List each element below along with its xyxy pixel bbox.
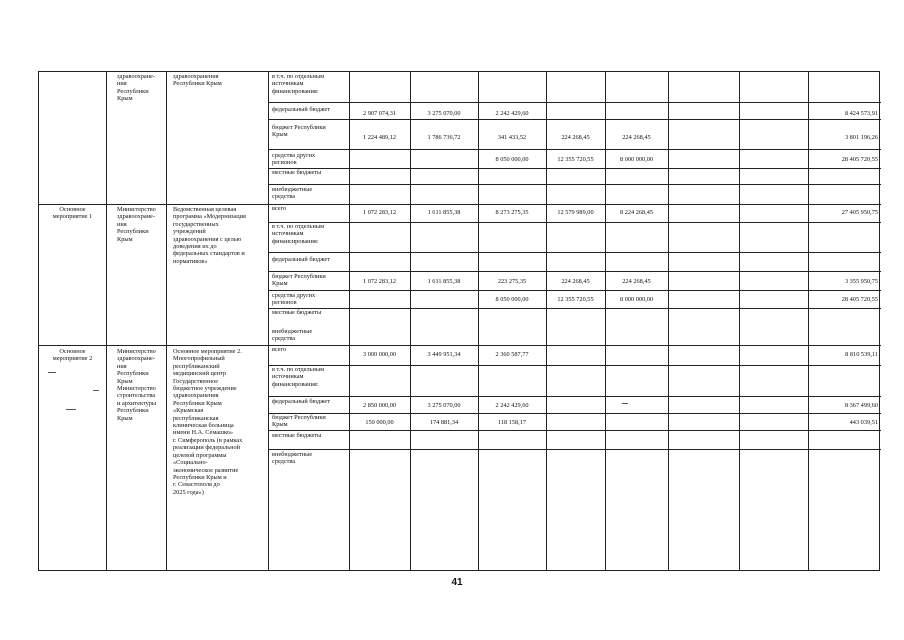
col-divider [349,72,350,570]
value-cell: 8 367 499,60 [844,402,878,409]
col-divider [605,72,606,570]
value-cell: 3 275 070,00 [427,110,461,117]
value-cell: 1 072 283,12 [362,278,397,285]
value-cell: 8 273 275,35 [495,209,529,216]
source-label: бюджет Республики Крым [272,414,326,429]
col-divider [166,72,167,570]
source-label: федеральный бюджет [272,106,330,113]
source-label: местные бюджеты [272,432,322,439]
value-cell: 3 801 196,26 [844,134,878,141]
row-divider [268,308,881,309]
program-name: Ведомственная целевая программа «Модернизация государственных учреждений здравоохранения с целью доведения их до федеральных стандартов и нормативов» [173,206,246,265]
value-cell: 224 268,45 [622,278,651,285]
source-label: всего [272,346,287,353]
value-cell: 443 039,51 [849,419,878,426]
value-cell: 1 786 736,72 [427,134,461,141]
value-cell: 2 242 429,60 [495,402,529,409]
value-cell: 27 405 950,75 [841,209,878,216]
value-cell: 118 158,17 [497,419,527,426]
source-label: в т.ч. по отдельным источникам финансирования: [272,73,325,95]
value-cell: 8 000 000,00 [619,296,654,303]
section-divider [39,345,881,346]
row-divider [268,430,881,431]
col-divider [410,72,411,570]
row-divider [268,271,881,272]
row-divider [268,290,881,291]
source-label: всего [272,205,287,212]
col-divider [106,72,107,570]
value-cell: 3 000 000,00 [362,351,397,358]
value-cell: 224 268,45 [622,134,651,141]
source-label: средства других регионов [272,292,316,307]
source-label: внебюджетные средства [272,451,313,466]
value-cell: 8 050 000,00 [495,156,529,163]
row-divider [268,396,881,397]
value-cell: 1 072 283,12 [362,209,397,216]
value-cell: 12 355 720,55 [557,156,594,163]
source-label: бюджет Республики Крым [272,273,326,288]
value-cell: 2 907 074,31 [362,110,397,117]
value-cell: 3 449 951,34 [427,351,461,358]
row-divider [268,119,881,120]
budget-table [38,71,880,571]
value-cell: 1 611 855,38 [427,278,461,285]
row-divider [268,149,881,150]
executor-name: Министерство здравоохране- ния Республики Крым [117,206,156,243]
program-name: Основное мероприятие 2. Многопрофильный республиканский медицинский центр Государственное бюджетное учреждение здравоохранения Республики Крым «Крымская республиканская клиническая больница имени Н.А. Семашко» г. Симферополь (в рамках реализации федеральной целевой программы «Социально- экономическое развитие Республики Крым и г. Севастополя до 2025 года») [173,348,243,496]
col-divider [739,72,740,570]
activity-title: Основное мероприятие 2 [52,348,93,363]
scan-mark [622,403,628,404]
value-cell: 8 224 268,45 [619,209,654,216]
value-cell: 341 433,52 [497,134,527,141]
section-divider [39,204,881,205]
source-label: местные бюджеты [272,309,322,316]
source-label: федеральный бюджет [272,256,330,263]
activity-title: Основное мероприятие 1 [52,206,93,221]
source-label: в т.ч. по отдельным источникам финансирования: [272,223,325,245]
row-divider [268,184,881,185]
value-cell: 8 000 000,00 [619,156,654,163]
source-label: внебюджетные средства [272,186,313,201]
value-cell: 1 611 855,38 [427,209,461,216]
source-label: в т.ч. по отдельным источникам финансирования: [272,366,325,388]
value-cell: 2 850 000,00 [362,402,397,409]
col-divider [268,72,269,570]
value-cell: 223 275,35 [497,278,527,285]
value-cell: 3 275 070,00 [427,402,461,409]
source-label: внебюджетные средства [272,328,313,343]
page-number: 41 [451,577,463,588]
value-cell: 12 355 720,55 [557,296,594,303]
source-label: бюджет Республики Крым [272,124,326,139]
col-divider [546,72,547,570]
row-divider [268,413,881,414]
source-label: средства других регионов [272,152,316,167]
value-cell: 2 242 429,60 [495,110,529,117]
row-divider [268,102,881,103]
value-cell: 28 405 720,55 [841,156,878,163]
executor-name: здравоохране- ния Республики Крым [117,73,155,103]
row-divider [268,252,881,253]
row-divider [268,222,881,223]
col-divider [478,72,479,570]
source-label: местные бюджеты [272,169,322,176]
col-divider [808,72,809,570]
col-divider [668,72,669,570]
row-divider [268,365,881,366]
row-divider [268,168,881,169]
value-cell: 174 881,34 [429,419,459,426]
value-cell: 8 810 539,11 [845,351,878,358]
program-name: здравоохранения Республики Крым [173,73,222,88]
value-cell: 8 050 000,00 [495,296,529,303]
value-cell: 224 268,45 [561,278,590,285]
value-cell: 224 268,45 [561,134,590,141]
row-divider [268,449,881,450]
value-cell: 8 424 573,91 [844,110,878,117]
scan-mark [93,390,99,391]
value-cell: 3 355 950,75 [844,278,878,285]
value-cell: 12 579 989,00 [557,209,594,216]
executor-name: Министерство здравоохране- ния Республики Крым Министерство строительства и архитектуры Республики Крым [117,348,157,422]
value-cell: 150 000,00 [365,419,394,426]
value-cell: 28 405 720,55 [841,296,878,303]
scan-mark [66,409,76,410]
value-cell: 2 360 587,77 [495,351,529,358]
source-label: федеральный бюджет [272,398,330,405]
scan-mark [48,372,56,373]
value-cell: 1 224 489,12 [362,134,397,141]
